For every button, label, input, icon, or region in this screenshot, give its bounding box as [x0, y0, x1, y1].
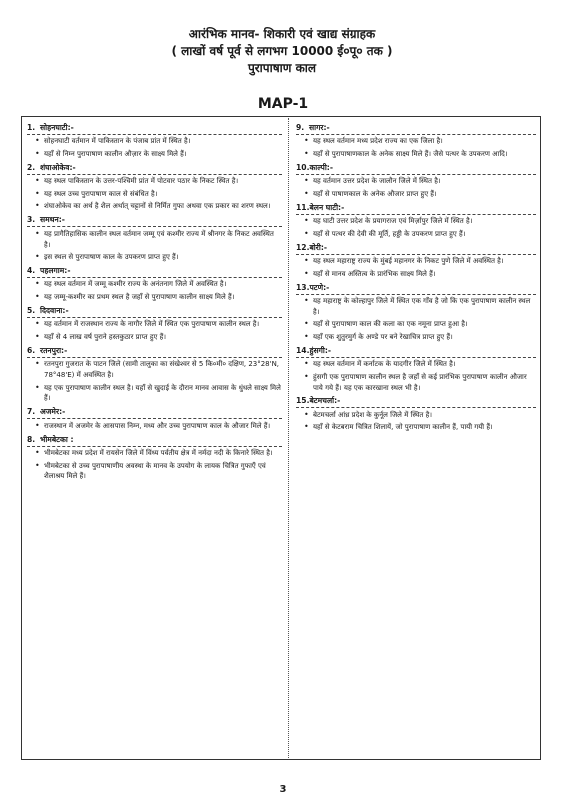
site-heading [296, 162, 536, 175]
site-entry [27, 305, 282, 343]
site-heading [27, 406, 282, 419]
site-name: भीमबेटका : [40, 434, 74, 444]
site-heading [296, 122, 536, 135]
site-name: शंघाओकेव:- [40, 162, 76, 172]
site-name: पहलगाम:- [40, 266, 71, 276]
site-facts [27, 319, 282, 342]
site-name: सागर:- [309, 123, 330, 132]
site-number: 11. [296, 202, 310, 212]
site-heading [296, 282, 536, 295]
site-heading [296, 202, 536, 215]
site-name: हुंसगी:- [309, 345, 332, 355]
fact-item: • यह वर्तमान उत्तर प्रदेश के जालौन जिले में स्थित है। [313, 176, 536, 187]
site-name: बेलन घाटी:- [309, 202, 345, 212]
site-heading [27, 122, 282, 135]
site-entry [296, 122, 536, 160]
site-number: 6. [27, 345, 36, 355]
fact-item: • राजस्थान में अजमेर के आसपास निम्न, मध्य और उच्च पुरापाषाण काल के औजार मिले हैं। [44, 421, 282, 432]
fact-item: • बेटमचर्ला आंध्र प्रदेश के कुर्नूल जिले में स्थित है। [313, 410, 536, 421]
fact-item: • यह स्थल उच्च पुरापाषाण काल से संबंधित है। [44, 189, 282, 200]
fact-item: • यह एक पुरापाषाण कालीन स्थल है। यहाँ से खुदाई के दौरान मानव आवास के धुंधले साक्ष्य मिले हैं। [44, 383, 282, 405]
site-facts [27, 421, 282, 432]
fact-item: • यह स्थल महाराष्ट्र राज्य के मुंबई महानगर के निकट पुणे जिले में अवस्थित है। [313, 256, 536, 267]
site-heading [296, 242, 536, 255]
fact-item: • यहाँ से 4 लाख वर्ष पुराने हस्तकुठार प्राप्त हुए हैं। [44, 332, 282, 343]
fact-item: • भीमबेटका से उच्च पुरापाषाणीय अवस्था के मानव के उपयोग के लायक चित्रित गुफाएँ एवं शैलाश्रय मिले हैं। [44, 461, 282, 483]
site-facts [27, 359, 282, 404]
site-number: 2. [27, 162, 36, 172]
fact-item: • यहाँ से निम्न पुरापाषाण कालीन औज़ार के साक्ष्य मिले हैं। [44, 149, 282, 160]
site-facts [296, 136, 536, 159]
fact-item: • यह प्रागैतिहासिक कालीन स्थल वर्तमान जम्मू एवं कश्मीर राज्य में श्रीनगर के निकट अवस्थित है। [44, 229, 282, 251]
site-entry [296, 345, 536, 394]
site-number: 1. [27, 123, 36, 132]
site-facts [27, 229, 282, 263]
fact-item: • यह स्थल पाकिस्तान के उत्तर-पश्चिमी प्रांत में पोटवार पठार के निकट स्थित है। [44, 176, 282, 187]
fact-item: • हुंसगी एक पुरापाषाण कालीन स्थल है जहाँ से कई प्रारंभिक पुरापाषाण कालीन औजार पाये गये हैं। यह एक कारखाना स्थल भी है। [313, 372, 536, 394]
site-entry [296, 282, 536, 343]
site-entry [27, 162, 282, 212]
fact-item: • इस स्थल से पुरापाषाण काल के उपकरण प्राप्त हुए हैं। [44, 252, 282, 263]
site-name: सोहनघाटी:- [40, 123, 74, 132]
site-heading [27, 305, 282, 318]
site-name: बोरी:- [309, 242, 328, 252]
period-title: पुरापाषाण काल [247, 61, 317, 75]
site-number: 8. [27, 434, 36, 444]
site-name: दिदवाना:- [40, 305, 69, 315]
site-entry [27, 265, 282, 303]
site-number: 15. [296, 396, 310, 406]
site-facts [27, 136, 282, 159]
site-entry [296, 162, 536, 200]
site-heading [27, 434, 282, 447]
site-entry [296, 395, 536, 433]
site-facts [296, 256, 536, 279]
fact-item: • सोहनघाटी वर्तमान में पाकिस्तान के पंजाब प्रांत में स्थित है। [44, 136, 282, 147]
site-number: 9. [296, 123, 305, 132]
site-name: पटणे:- [309, 282, 330, 292]
site-number: 14. [296, 345, 310, 355]
site-heading [27, 265, 282, 278]
site-number: 13. [296, 282, 310, 292]
site-name: समथन:- [40, 215, 65, 225]
site-number: 4. [27, 266, 36, 276]
fact-item: • यह वर्तमान में राजस्थान राज्य के नागौर जिले में स्थित एक पुरापाषाण कालीन स्थल है। [44, 319, 282, 330]
site-heading [296, 345, 536, 358]
site-heading [27, 214, 282, 227]
fact-item: • यहाँ से पुरापाषाणकाल के अनेक साक्ष्य मिले हैं। जैसे पत्थर के उपकरण आदि। [313, 149, 536, 160]
fact-item: • रतनपुरा गुजरात के पाटन जिले (सामी तालुका का संखेश्वर से 5 कि०मी० दक्षिण, 23°28'N, 78°48'E) में अवस्थित है। [44, 359, 282, 381]
fact-item: • शंघाओकेव का अर्थ है शैल अर्थात् चट्टानों से निर्मित गुफा अथवा एक प्रकार का शरण स्थल। [44, 201, 282, 212]
fact-item: • यह स्थल वर्तमान में जम्मू कश्मीर राज्य के अनंतनाग जिले में अवस्थित है। [44, 279, 282, 290]
fact-item: • यह स्थल वर्तमान मध्य प्रदेश राज्य का एक जिला है। [313, 136, 536, 147]
site-facts [27, 448, 282, 482]
site-entry [27, 345, 282, 404]
site-entry [296, 242, 536, 280]
site-facts [296, 296, 536, 343]
site-heading [296, 395, 536, 408]
site-entry [27, 214, 282, 263]
left-column [27, 122, 282, 484]
site-facts [27, 176, 282, 212]
site-facts [296, 359, 536, 393]
site-name: रतनपुरा:- [40, 345, 68, 355]
fact-item: • यहाँ से पुरापाषाण काल की कला का एक नमूना प्राप्त हुआ है। [313, 319, 536, 330]
site-heading [27, 345, 282, 358]
right-column [296, 122, 536, 435]
page-heading: आरंभिक मानव- शिकारी एवं खाद्य संग्राहक [188, 27, 376, 41]
site-name: काल्पी:- [309, 162, 333, 172]
site-name: अजमेर:- [40, 407, 66, 417]
fact-item: • भीमबेटका मध्य प्रदेश में रायसेन जिले में विंध्य पर्वतीय क्षेत्र में नर्मदा नदी के किनारे स्थित है। [44, 448, 282, 459]
fact-item: • यह स्थल वर्तमान में कर्नाटक के यादगीर जिले में स्थित है। [313, 359, 536, 370]
site-entry [27, 122, 282, 160]
site-number: 10. [296, 162, 310, 172]
site-facts [296, 410, 536, 433]
fact-item: • यहाँ से मानव अस्तित्व के प्रारंभिक साक्ष्य मिले हैं। [313, 269, 536, 280]
site-number: 12. [296, 242, 310, 252]
fact-item: • यह घाटी उत्तर प्रदेश के प्रयागराज एवं मिर्ज़ापुर जिले में स्थित है। [313, 216, 536, 227]
site-facts [296, 176, 536, 199]
site-heading [27, 162, 282, 175]
site-number: 3. [27, 215, 36, 225]
site-number: 7. [27, 407, 36, 417]
map-title: MAP-1 [257, 96, 309, 112]
fact-item: • यह जम्मू-कश्मीर का प्रथम स्थल है जहाँ से पुरापाषाण कालीन साक्ष्य मिले हैं। [44, 292, 282, 303]
site-facts [296, 216, 536, 239]
site-entry [27, 406, 282, 431]
site-name: बेटमचर्ला:- [309, 396, 341, 406]
header [120, 26, 444, 77]
site-number: 5. [27, 305, 36, 315]
site-facts [27, 279, 282, 302]
fact-item: • यहाँ से पत्थर की देवी की मूर्ति, हड्डी के उपकरण प्राप्त हुए हैं। [313, 229, 536, 240]
column-divider [288, 118, 289, 758]
time-range: ( लाखों वर्ष पूर्व से लगभग 10000 ई०पू० तक ) [171, 44, 393, 58]
site-entry [296, 202, 536, 240]
site-entry [27, 434, 282, 483]
page-number: 3 [279, 784, 287, 795]
fact-item: • यहाँ एक शुतुरमुर्ग के अण्डे पर बने रेखाचित्र प्राप्त हुए हैं। [313, 332, 536, 343]
fact-item: • यहाँ से पाषाणकाल के अनेक औजार प्राप्त हुए हैं। [313, 189, 536, 200]
fact-item: • यहाँ से केटबराम चित्रित शिलायें, जो पुरापाषाण कालीन हैं, पायी गयी हैं। [313, 422, 536, 433]
fact-item: • यह महाराष्ट्र के कोल्हापुर जिले में स्थित एक गाँव है जो कि एक पुरापाषाण कालीन स्थल है। [313, 296, 536, 318]
